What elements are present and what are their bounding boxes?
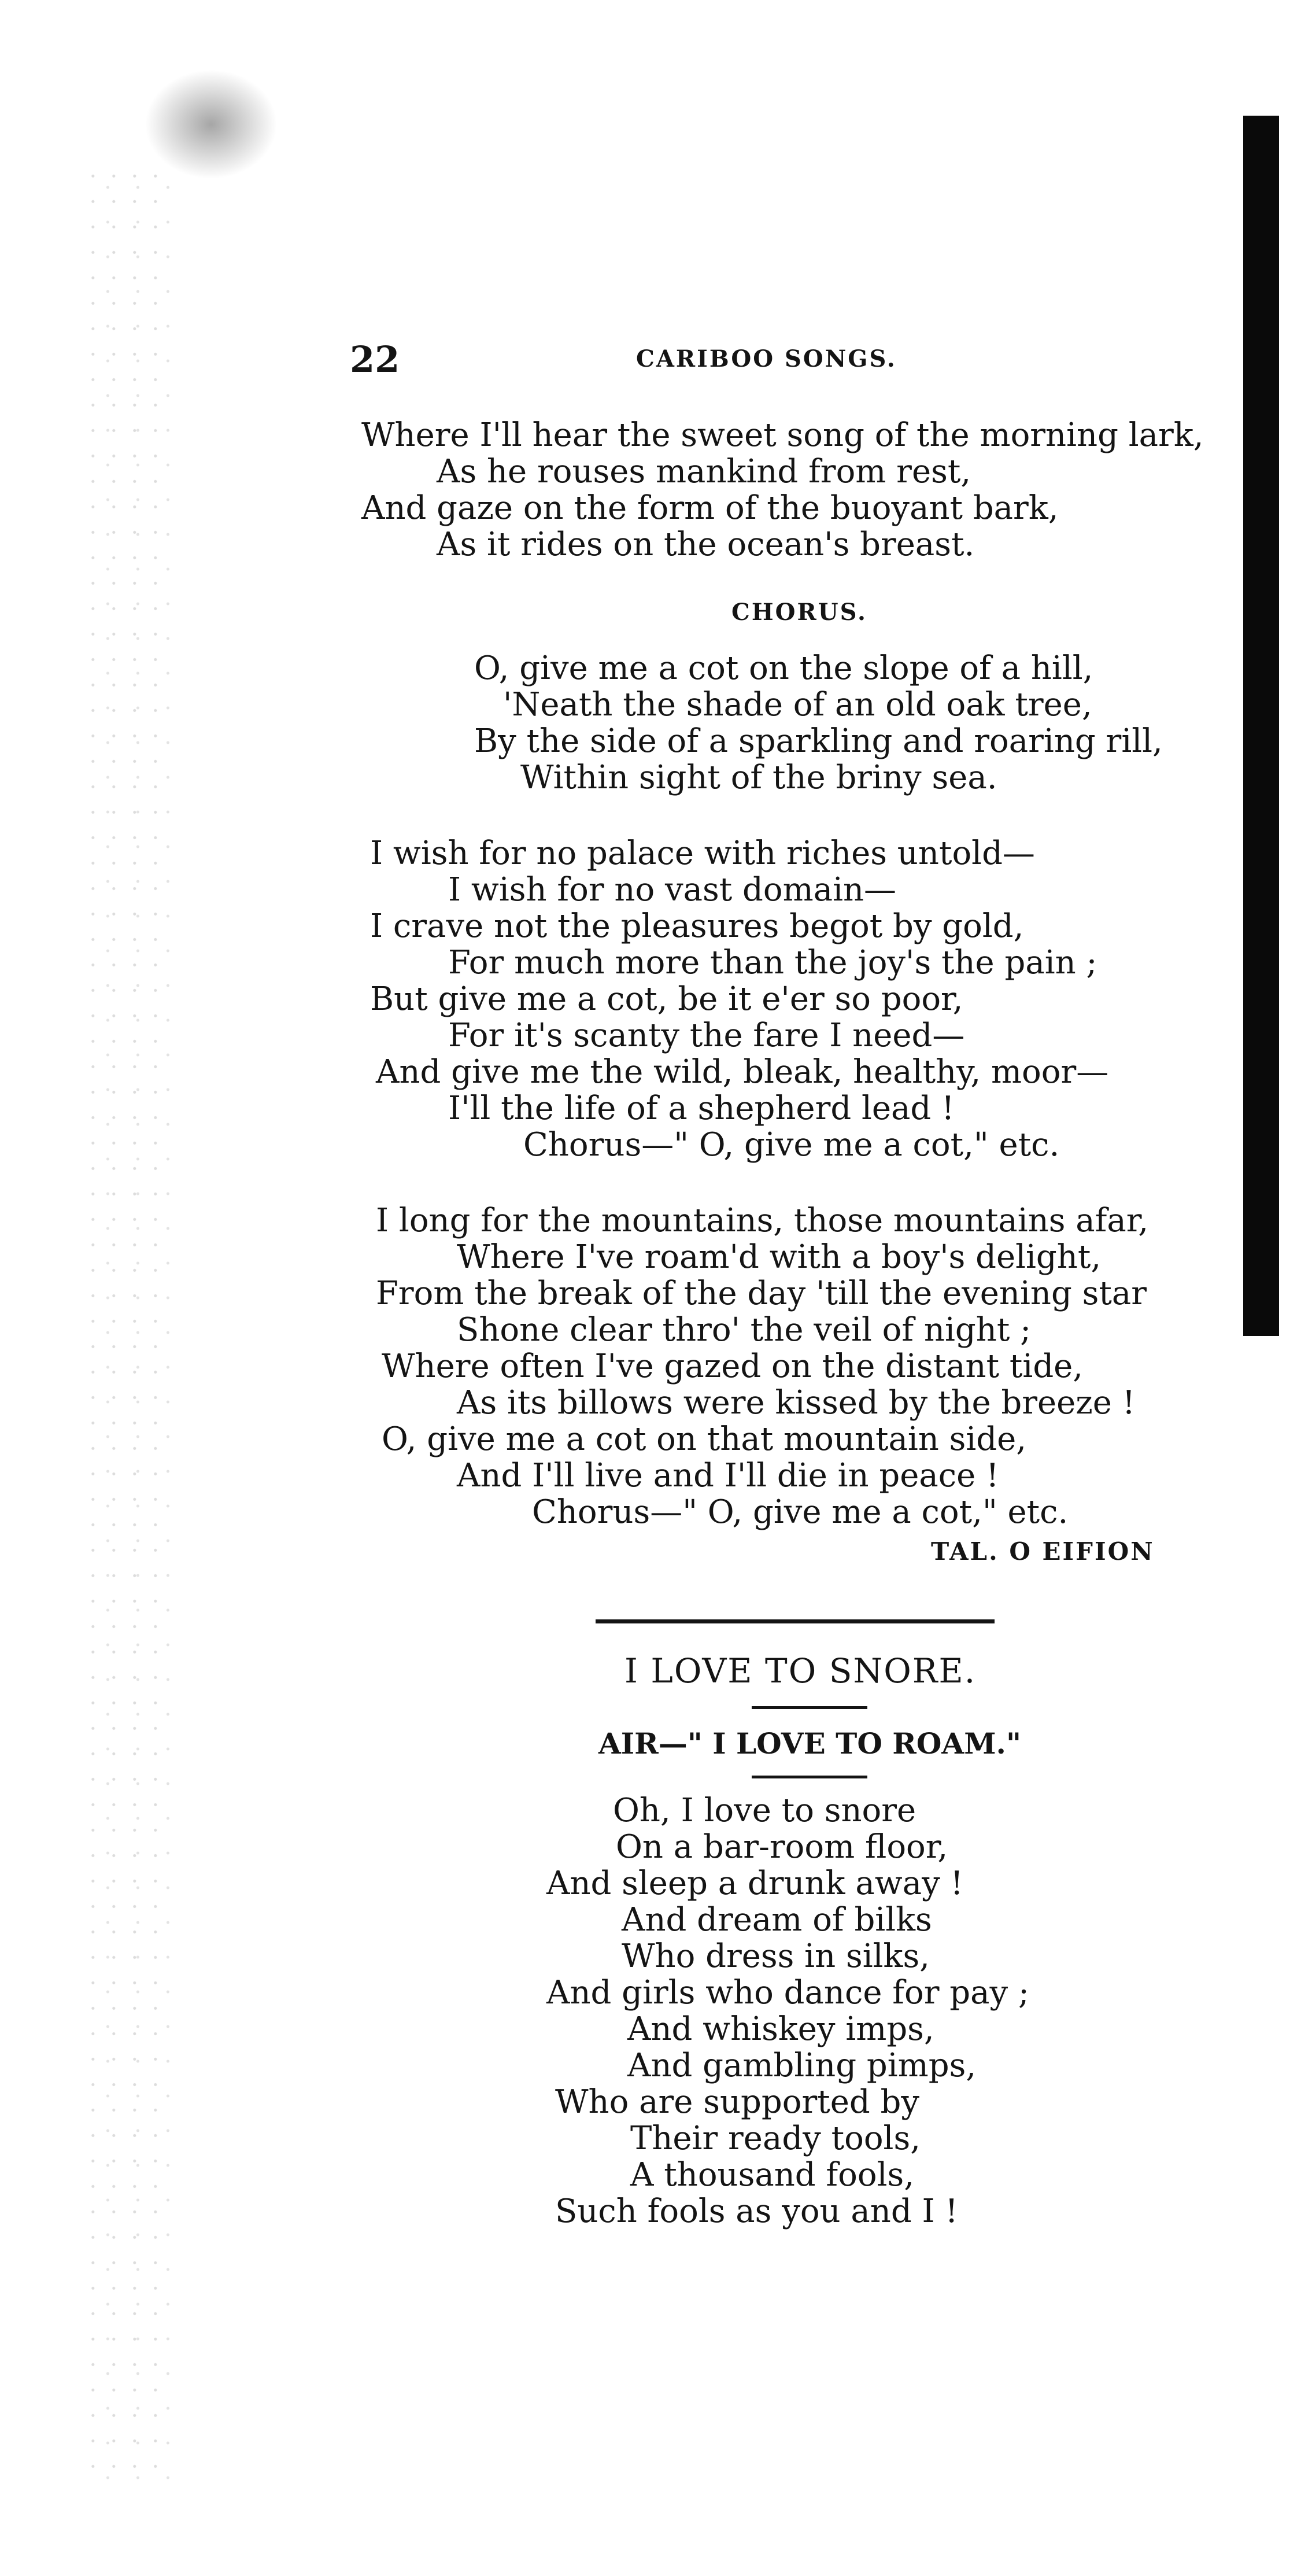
verse-line: And dream of bilks: [622, 1901, 932, 1939]
verse-line: And girls who dance for pay ;: [546, 1974, 1029, 2012]
verse-line: I long for the mountains, those mountains afar,: [376, 1202, 1149, 1239]
attribution: TAL. O EIFION: [931, 1537, 1155, 1566]
verse-line: And give me the wild, bleak, healthy, moor—: [376, 1053, 1109, 1091]
verse-line: Where I've roam'd with a boy's delight,: [457, 1238, 1102, 1276]
verse-line: Who are supported by: [555, 2083, 919, 2121]
verse-line: Shone clear thro' the veil of night ;: [457, 1311, 1031, 1349]
verse-line: For it's scanty the fare I need—: [448, 1017, 965, 1054]
page-header: [0, 338, 1312, 385]
verse-line: Their ready tools,: [630, 2120, 921, 2157]
page-speckle: [87, 174, 173, 2487]
verse-line: On a bar-room floor,: [616, 1828, 948, 1866]
section-divider: [596, 1619, 995, 1623]
verse-line: For much more than the joy's the pain ;: [448, 944, 1097, 981]
song-title: I LOVE TO SNORE.: [624, 1651, 977, 1691]
verse-line: But give me a cot, be it e'er so poor,: [370, 980, 963, 1018]
chorus-line: 'Neath the shade of an old oak tree,: [503, 686, 1092, 724]
verse-line: O, give me a cot on that mountain side,: [382, 1420, 1027, 1458]
air-rule: [752, 1776, 867, 1778]
verse-line: Oh, I love to snore: [613, 1792, 916, 1829]
verse-line: From the break of the day 'till the evening star: [376, 1275, 1147, 1312]
chorus-line: By the side of a sparkling and roaring rill,: [474, 722, 1163, 760]
verse-line: And sleep a drunk away !: [546, 1865, 964, 1902]
verse-line: Such fools as you and I !: [555, 2193, 958, 2230]
air-line: AIR—" I LOVE TO ROAM.": [598, 1726, 1022, 1761]
chorus-ref: Chorus—" O, give me a cot," etc.: [532, 1493, 1069, 1531]
verse-line: I wish for no palace with riches untold—: [370, 835, 1035, 872]
page-edge-bar: [1243, 116, 1279, 1336]
verse-line: As it rides on the ocean's breast.: [437, 526, 975, 563]
verse-line: A thousand fools,: [630, 2156, 915, 2194]
verse-line: And gaze on the form of the buoyant bark,: [361, 489, 1059, 527]
verse-line: As its billows were kissed by the breeze !: [457, 1384, 1136, 1422]
verse-line: As he rouses mankind from rest,: [437, 453, 971, 490]
chorus-heading: CHORUS.: [731, 599, 867, 626]
verse-line: Where I'll hear the sweet song of the morning lark,: [361, 416, 1204, 454]
title-rule: [752, 1706, 867, 1709]
verse-line: And gambling pimps,: [627, 2047, 977, 2084]
verse-line: I'll the life of a shepherd lead !: [448, 1090, 955, 1127]
verse-line: Where often I've gazed on the distant tide,: [382, 1348, 1084, 1385]
page-number: 22: [350, 338, 400, 381]
running-head: CARIBOO SONGS.: [636, 345, 897, 372]
verse-line: Who dress in silks,: [622, 1937, 930, 1975]
chorus-line: O, give me a cot on the slope of a hill,: [474, 649, 1093, 687]
verse-line: And whiskey imps,: [627, 2010, 934, 2048]
verse-line: I wish for no vast domain—: [448, 871, 897, 909]
ink-smudge: [145, 69, 278, 179]
chorus-line: Within sight of the briny sea.: [520, 759, 997, 796]
verse-line: I crave not the pleasures begot by gold,: [370, 907, 1024, 945]
chorus-ref: Chorus—" O, give me a cot," etc.: [523, 1126, 1060, 1164]
verse-line: And I'll live and I'll die in peace !: [457, 1457, 999, 1494]
